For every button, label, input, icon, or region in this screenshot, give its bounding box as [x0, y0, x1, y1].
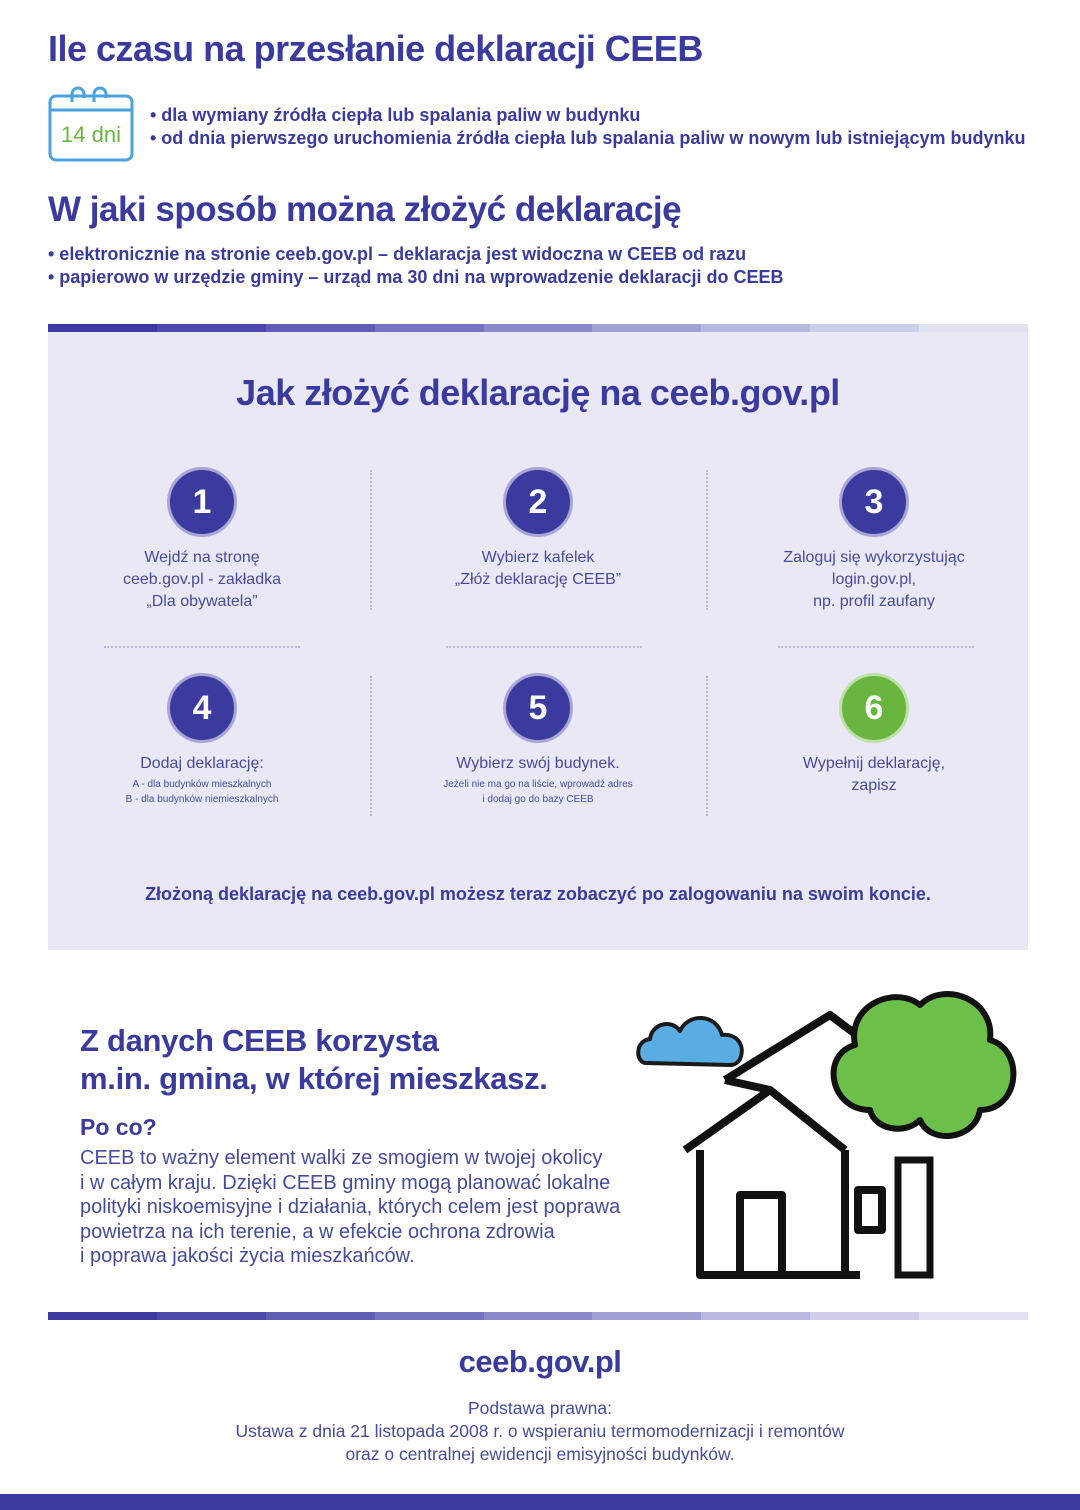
howto-panel [48, 332, 1028, 950]
calendar-icon [48, 86, 134, 162]
step-number: 1 [167, 467, 237, 537]
step-number: 4 [167, 673, 237, 743]
step-4 [37, 673, 367, 807]
methods-list [48, 243, 783, 289]
step-number: 6 [839, 673, 909, 743]
page-title: Ile czasu na przesłanie deklaracji CEEB [48, 28, 703, 69]
step-text: Dodaj deklarację: [140, 755, 264, 772]
bottom-bar [0, 1494, 1080, 1510]
cloud-icon [638, 1018, 742, 1065]
house-illustration [630, 985, 1030, 1285]
divider [370, 676, 372, 816]
divider-stripe [48, 1312, 1028, 1320]
howto-title: Jak złożyć deklarację na ceeb.gov.pl [236, 372, 840, 413]
step-note: Jeżeli nie ma go na liście, wprowadź adres i dodaj go do bazy CEEB [443, 779, 633, 805]
calendar-label: 14 dni [61, 122, 121, 147]
howto-note: Złożoną deklarację na ceeb.gov.pl możesz teraz zobaczyć po zalogowaniu na swoim koncie. [145, 884, 931, 904]
step-number: 2 [503, 467, 573, 537]
step-1 [37, 467, 367, 613]
step-number: 3 [839, 467, 909, 537]
step-text: Wypełnij deklarację, zapisz [802, 755, 946, 794]
step-3 [709, 467, 1039, 613]
list-item: • elektronicznie na stronie ceeb.gov.pl – deklaracja jest widoczna w CEEB od razu [48, 244, 747, 264]
usage-body: CEEB to ważny element walki ze smogiem w twojej okolicy i w całym kraju. Dzięki CEEB gminy mogą planować lokalne polityki niskoemisyjne i działania, których celem jest poprawa powietrza na ich terenie, a w efekcie ochrona zdrowia i poprawa jakości życia mieszkańców. [80, 1147, 621, 1267]
footer-legal: Podstawa prawna: Ustawa z dnia 21 listopada 2008 r. o wspieraniu termomodernizacji i remontów oraz o centralnej ewidencji emisyjności budynków. [235, 1398, 845, 1464]
step-text: Wybierz swój budynek. [456, 755, 620, 772]
usage-title: Z danych CEEB korzysta m.in. gmina, w której mieszkasz. [80, 1023, 548, 1096]
step-note: A - dla budynków mieszkalnych B - dla budynków niemieszkalnych [125, 779, 279, 805]
usage-question: Po co? [80, 1114, 157, 1140]
footer-site-link[interactable]: ceeb.gov.pl [458, 1344, 622, 1379]
step-2 [373, 467, 703, 591]
divider [706, 676, 708, 816]
list-item: • od dnia pierwszego uruchomienia źródła ciepła lub spalania paliw w nowym lub istniejącym budynku [150, 128, 1026, 148]
divider [778, 646, 974, 648]
step-text: Wejdź na stronę ceeb.gov.pl - zakładka „Dla obywatela” [122, 549, 281, 610]
divider [706, 470, 708, 610]
step-5 [373, 673, 703, 807]
step-text: Zaloguj się wykorzystując login.gov.pl, np. profil zaufany [783, 549, 965, 610]
section-title-methods: W jaki sposób można złożyć deklarację [48, 190, 682, 229]
divider [370, 470, 372, 610]
divider [104, 646, 300, 648]
step-text: Wybierz kafelek „Złóż deklarację CEEB” [454, 549, 622, 588]
list-item: • papierowo w urzędzie gminy – urząd ma 30 dni na wprowadzenie deklaracji do CEEB [48, 267, 784, 287]
list-item: • dla wymiany źródła ciepła lub spalania paliw w budynku [150, 105, 641, 125]
step-number: 5 [503, 673, 573, 743]
deadline-list [150, 104, 1025, 150]
divider-stripe [48, 324, 1028, 332]
divider [446, 646, 642, 648]
step-6 [709, 673, 1039, 797]
